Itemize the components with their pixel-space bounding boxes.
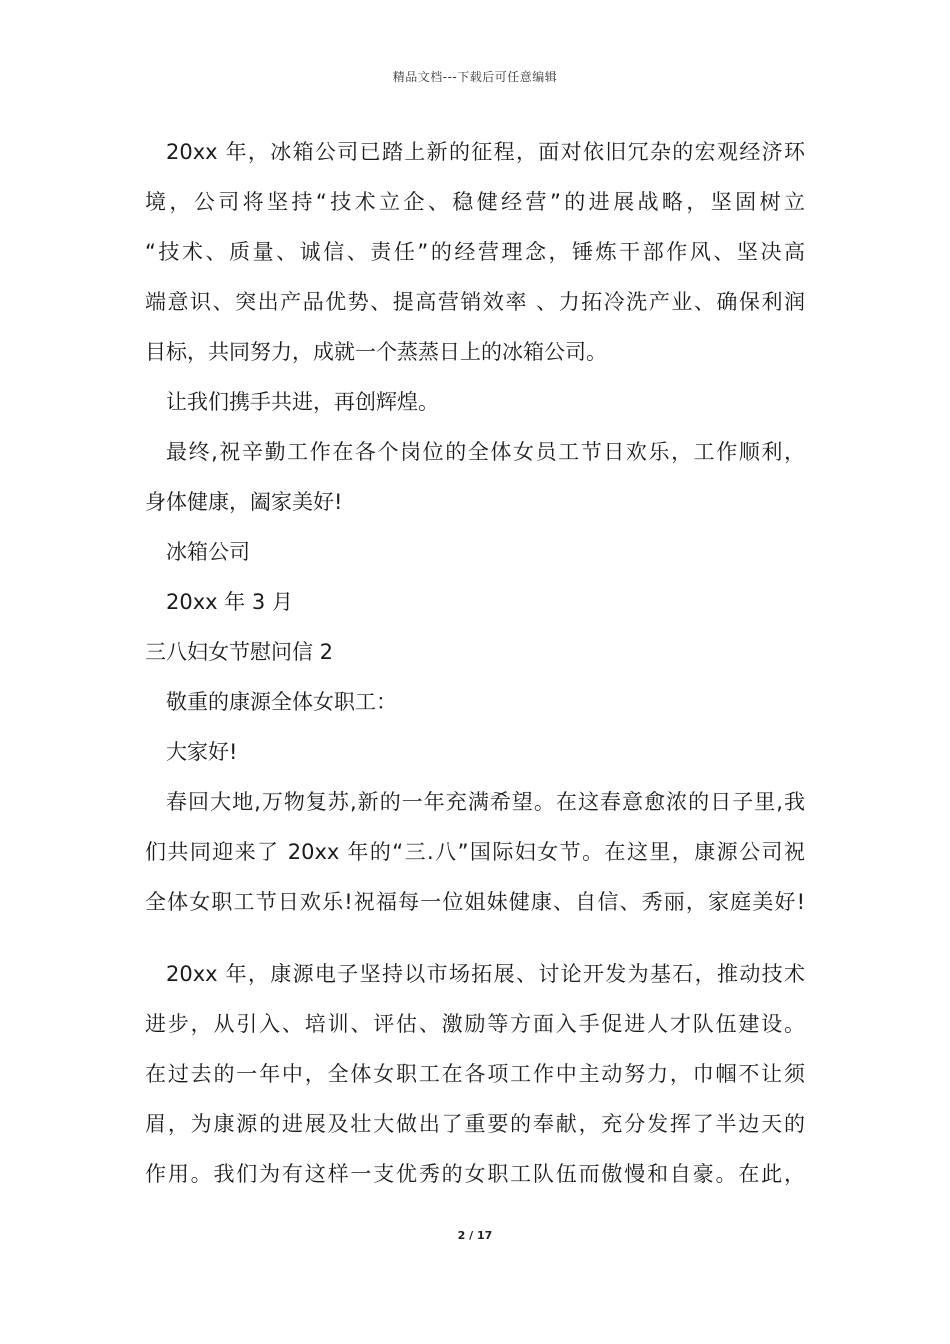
signature-company: 冰箱公司 bbox=[166, 540, 250, 564]
document-body bbox=[145, 133, 805, 1205]
text-line: 春回大地,万物复苏,新的一年充满希望。在这春意愈浓的日子里,我 bbox=[166, 790, 805, 814]
section-title: 三八妇女节慰问信 2 bbox=[145, 640, 334, 664]
text-line: 们共同迎来了 20xx 年的“三.八”国际妇女节。在这里，康源公司祝 bbox=[145, 840, 805, 864]
text-line: 在过去的一年中，全体女职工在各项工作中主动努力，巾帼不让须 bbox=[145, 1062, 805, 1086]
text-line: 目标，共同努力，成就一个蒸蒸日上的冰箱公司。 bbox=[145, 340, 607, 364]
signature-date: 20xx 年 3 月 bbox=[166, 590, 293, 614]
text-line: 眉，为康源的进展及壮大做出了重要的奉献，充分发挥了半边天的 bbox=[145, 1112, 805, 1136]
text-line: 最终,祝辛勤工作在各个岗位的全体女员工节日欢乐，工作顺利， bbox=[166, 440, 805, 464]
page-number: 2 / 17 bbox=[457, 1229, 493, 1242]
text-line: 身体健康，阖家美好! bbox=[145, 490, 343, 514]
greeting: 大家好! bbox=[166, 740, 238, 764]
text-line: 让我们携手共进，再创辉煌。 bbox=[166, 390, 439, 414]
text-line: 20xx 年，冰箱公司已踏上新的征程，面对依旧冗杂的宏观经济环 bbox=[166, 140, 805, 164]
text-line: 进步，从引入、培训、评估、激励等方面入手促进人才队伍建设。 bbox=[145, 1012, 805, 1036]
salutation: 敬重的康源全体女职工： bbox=[166, 690, 397, 714]
text-line: 全体女职工节日欢乐!祝福每一位姐妹健康、自信、秀丽，家庭美好! bbox=[145, 890, 805, 914]
text-line: 20xx 年，康源电子坚持以市场拓展、讨论开发为基石，推动技术 bbox=[166, 962, 805, 986]
paragraph-gap bbox=[145, 933, 805, 955]
text-line: “技术、质量、诚信、责任”的经营理念，锤炼干部作风、坚决高 bbox=[145, 240, 805, 264]
text-line: 境，公司将坚持“技术立企、稳健经营”的进展战略，坚固树立 bbox=[145, 190, 805, 214]
page-header: 精品文档---下载后可任意编辑 bbox=[392, 70, 558, 84]
text-line: 端意识、突出产品优势、提高营销效率 、力拓冷洗产业、确保利润 bbox=[145, 290, 805, 314]
text-line: 作用。我们为有这样一支优秀的女职工队伍而傲慢和自豪。在此， bbox=[145, 1162, 805, 1186]
